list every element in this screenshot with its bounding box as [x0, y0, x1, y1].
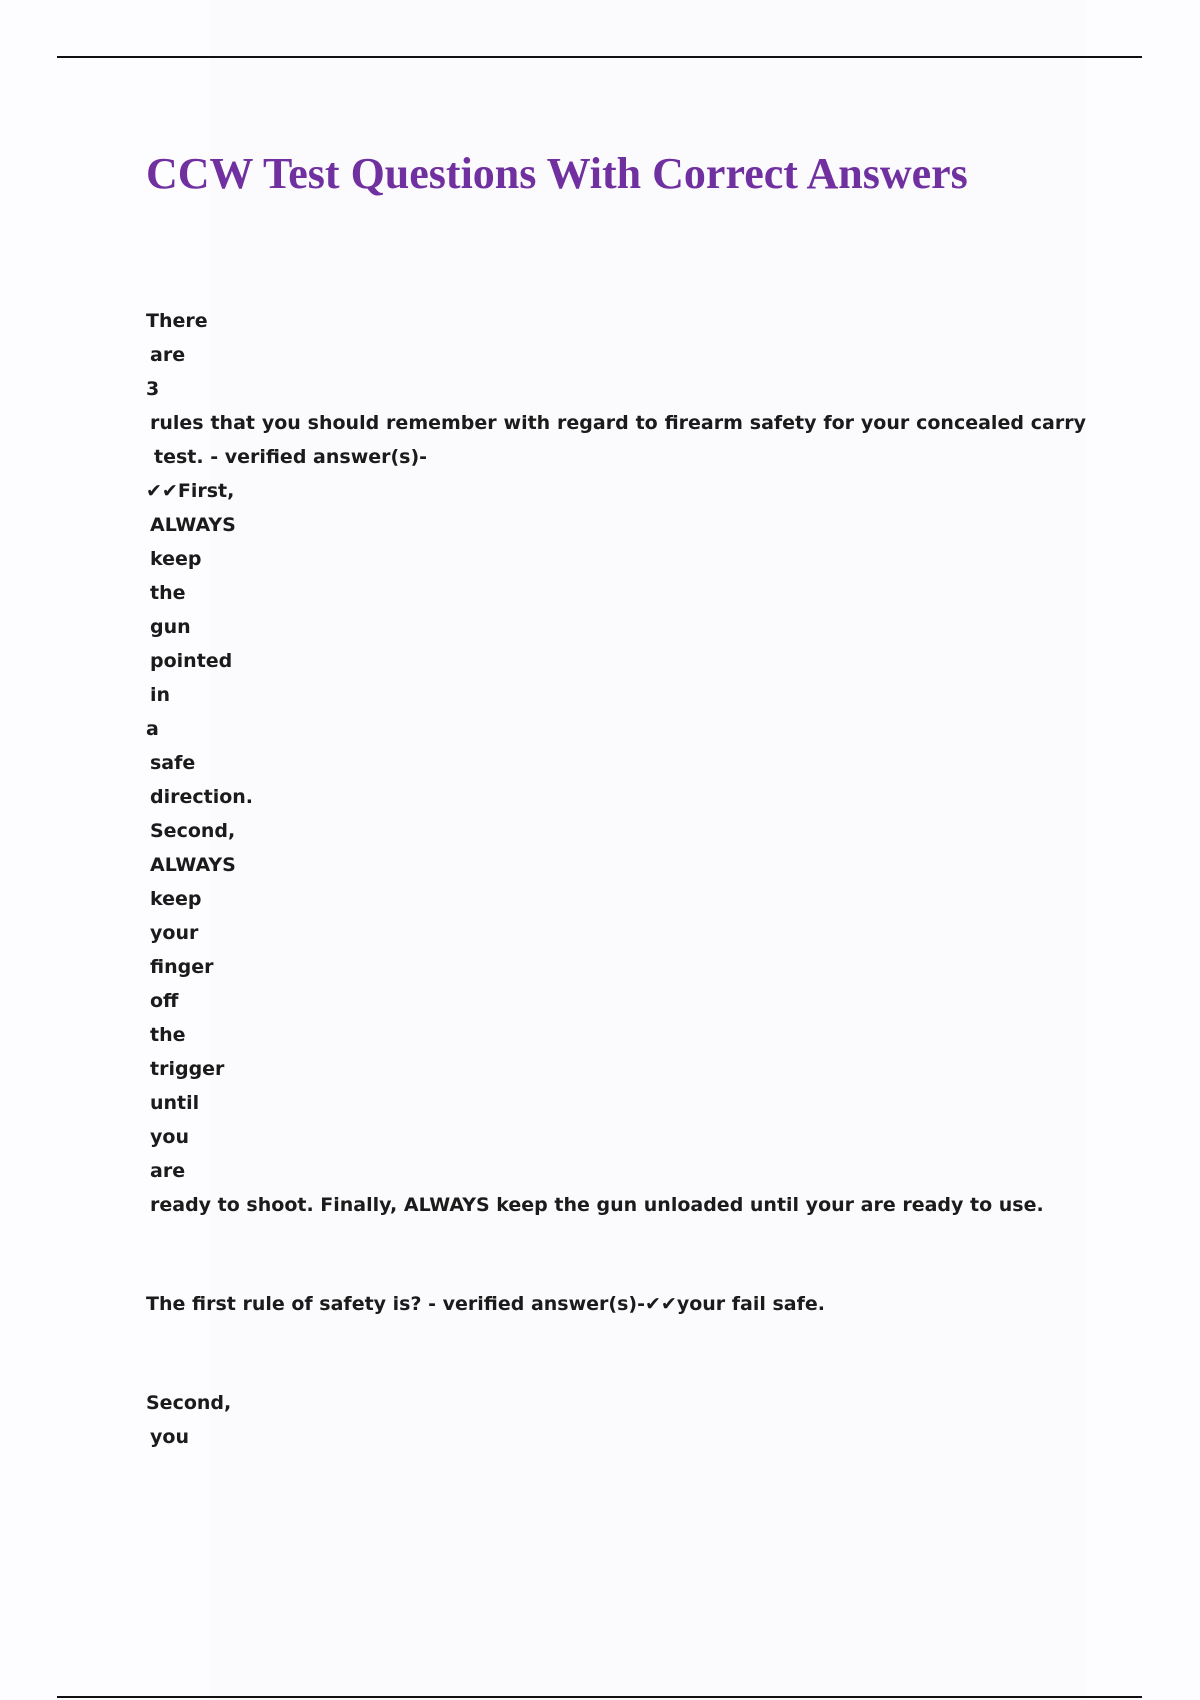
footer-rule: [57, 1696, 1142, 1698]
paragraph-gap: [146, 1222, 1086, 1287]
text-line: off: [150, 990, 179, 1012]
text-line: Second,: [146, 1392, 232, 1414]
text-line: are: [150, 1160, 186, 1182]
text-line: ALWAYS: [150, 854, 236, 876]
text-line: ready to shoot. Finally, ALWAYS keep the gun unloaded until your are ready to use.: [150, 1194, 1044, 1216]
text-line: There: [146, 310, 208, 332]
text-line: The first rule of safety is? - verified answer(s)-✔✔your fail safe.: [146, 1293, 825, 1315]
text-line: ✔✔First,: [146, 480, 235, 502]
text-line: in: [150, 684, 171, 706]
text-line: the: [150, 1024, 186, 1046]
question-block-2: [146, 1287, 1086, 1321]
text-line: gun: [150, 616, 191, 638]
text-line: direction.: [150, 786, 254, 808]
text-line: keep: [150, 548, 202, 570]
header-rule: [57, 56, 1142, 58]
text-line: trigger: [150, 1058, 225, 1080]
text-line: 3: [146, 378, 160, 400]
text-line: safe: [150, 752, 196, 774]
document-body: [146, 304, 1086, 1454]
paragraph-gap: [146, 1321, 1086, 1386]
text-line: a: [146, 718, 159, 740]
text-line: rules that you should remember with regard to firearm safety for your concealed carry: [150, 412, 1086, 434]
document-title: CCW Test Questions With Correct Answers: [146, 149, 968, 198]
text-line: you: [150, 1426, 189, 1448]
text-line: finger: [150, 956, 214, 978]
text-line: the: [150, 582, 186, 604]
question-block-1: [146, 304, 1086, 1222]
text-line: your: [150, 922, 199, 944]
question-block-3: [146, 1386, 1086, 1454]
text-line: ALWAYS: [150, 514, 236, 536]
text-line: Second,: [150, 820, 236, 842]
text-line: are: [150, 344, 186, 366]
text-line: you: [150, 1126, 189, 1148]
text-line: pointed: [150, 650, 233, 672]
text-line: test. - verified answer(s)-: [154, 446, 428, 468]
text-line: until: [150, 1092, 200, 1114]
text-line: keep: [150, 888, 202, 910]
